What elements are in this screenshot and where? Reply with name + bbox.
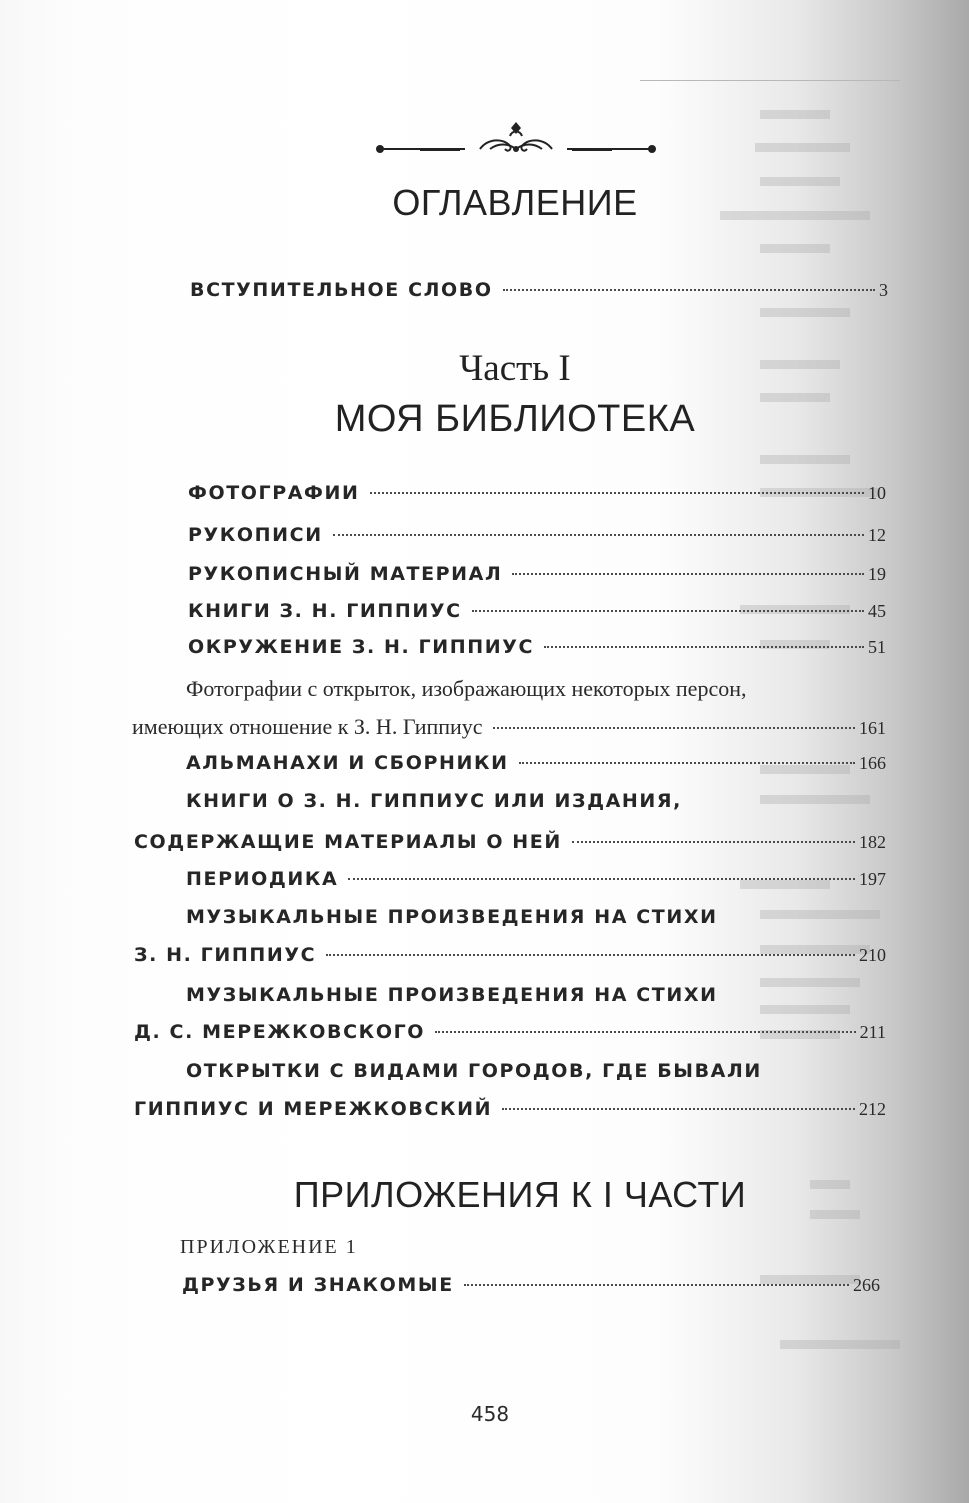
- contents-heading: ОГЛАВЛЕНИЕ: [392, 182, 638, 223]
- toc-page-number: 19: [868, 564, 886, 584]
- toc-page-number: 166: [859, 753, 886, 773]
- toc-entry-label: РУКОПИСИ: [188, 524, 323, 546]
- toc-entry-label: Фотографии с открыток, изображающих некоторых персон,: [186, 676, 747, 701]
- toc-entry-books-about-line2[interactable]: [134, 831, 886, 865]
- toc-entry-label: АЛЬМАНАХИ И СБОРНИКИ: [186, 752, 509, 774]
- dot-leader: [493, 727, 855, 729]
- toc-entry-label: КНИГИ З. Н. ГИППИУС: [188, 600, 462, 622]
- part-title: МОЯ БИБЛИОТЕКА: [334, 398, 696, 440]
- appendix-item-label: [180, 1236, 880, 1270]
- toc-entry-label: КНИГИ О З. Н. ГИППИУС ИЛИ ИЗДАНИЯ,: [186, 790, 682, 812]
- toc-entry-postcards-line1[interactable]: [186, 1060, 886, 1094]
- toc-entry-books-gippius[interactable]: [188, 600, 886, 634]
- toc-entry-label: ОКРУЖЕНИЕ З. Н. ГИППИУС: [188, 636, 535, 658]
- page-number: 458: [470, 1402, 510, 1426]
- toc-entry-label: ОТКРЫТКИ С ВИДАМИ ГОРОДОВ, ГДЕ БЫВАЛИ: [186, 1060, 762, 1082]
- part-number: Часть I: [459, 348, 571, 389]
- dot-leader: [519, 762, 855, 764]
- toc-entry-label: ПЕРИОДИКА: [186, 868, 339, 890]
- toc-entry-label: Д. С. МЕРЕЖКОВСКОГО: [134, 1021, 426, 1043]
- toc-entry-manuscript-material[interactable]: [188, 563, 886, 597]
- toc-page-number: 10: [868, 483, 886, 503]
- toc-entry-photos[interactable]: [188, 482, 886, 516]
- dot-leader: [502, 1108, 855, 1110]
- dot-leader: [464, 1284, 849, 1286]
- toc-entry-label: ФОТОГРАФИИ: [188, 482, 360, 504]
- toc-page-number: 161: [859, 718, 886, 738]
- toc-page-number: 266: [853, 1275, 880, 1295]
- toc-page-number: 3: [879, 280, 888, 300]
- toc-entry-postcard-photos-line1[interactable]: [186, 676, 886, 710]
- toc-entry-intro[interactable]: [190, 279, 888, 313]
- toc-entry-circle-gippius[interactable]: [188, 636, 886, 670]
- bleed-through-rule: [640, 80, 900, 81]
- toc-entry-music-gippius-line1[interactable]: [186, 906, 886, 940]
- toc-entry-label: РУКОПИСНЫЙ МАТЕРИАЛ: [188, 563, 503, 585]
- dot-leader: [370, 492, 865, 494]
- dot-leader: [572, 841, 855, 843]
- toc-entry-friends[interactable]: [182, 1274, 880, 1308]
- dot-leader: [435, 1031, 856, 1033]
- toc-entry-label: имеющих отношение к З. Н. Гиппиус: [132, 714, 483, 739]
- toc-entry-label: ВСТУПИТЕЛЬНОЕ СЛОВО: [190, 279, 493, 301]
- toc-entry-postcard-photos-line2[interactable]: [132, 714, 886, 748]
- toc-entry-music-gippius-line2[interactable]: [134, 944, 886, 978]
- toc-page-number: 12: [868, 525, 886, 545]
- toc-entry-manuscripts[interactable]: [188, 524, 886, 558]
- dot-leader: [333, 534, 864, 536]
- toc-page-number: 211: [859, 1022, 886, 1042]
- toc-entry-periodicals[interactable]: [186, 868, 886, 902]
- dot-leader: [326, 954, 855, 956]
- toc-page-number: 212: [859, 1099, 886, 1119]
- dot-leader: [472, 610, 864, 612]
- toc-entry-music-merezhkovsky-line2[interactable]: [134, 1021, 886, 1055]
- dot-leader: [544, 646, 864, 648]
- dot-leader: [503, 289, 875, 291]
- toc-entry-label: ГИППИУС И МЕРЕЖКОВСКИЙ: [134, 1098, 493, 1120]
- toc-entry-label: МУЗЫКАЛЬНЫЕ ПРОИЗВЕДЕНИЯ НА СТИХИ: [186, 906, 718, 928]
- toc-entry-label: ДРУЗЬЯ И ЗНАКОМЫЕ: [182, 1274, 454, 1296]
- appendix-number: ПРИЛОЖЕНИЕ 1: [180, 1236, 358, 1258]
- toc-entry-label: МУЗЫКАЛЬНЫЕ ПРОИЗВЕДЕНИЯ НА СТИХИ: [186, 984, 718, 1006]
- dot-leader: [348, 878, 855, 880]
- toc-entry-postcards-line2[interactable]: [134, 1098, 886, 1132]
- toc-entry-music-merezhkovsky-line1[interactable]: [186, 984, 886, 1018]
- dot-leader: [512, 573, 864, 575]
- toc-entry-books-about-line1[interactable]: [186, 790, 886, 824]
- toc-entry-label: З. Н. ГИППИУС: [134, 944, 317, 966]
- toc-page-number: 182: [859, 832, 886, 852]
- toc-entry-label: СОДЕРЖАЩИЕ МАТЕРИАЛЫ О НЕЙ: [134, 831, 562, 853]
- appendix-heading: ПРИЛОЖЕНИЯ К I ЧАСТИ: [293, 1174, 747, 1215]
- toc-page-number: 197: [859, 869, 886, 889]
- toc-entry-almanacs[interactable]: [186, 752, 886, 786]
- toc-page-number: 45: [868, 601, 886, 621]
- decorative-divider-icon: [370, 118, 662, 160]
- toc-page-number: 51: [868, 637, 886, 657]
- toc-page-number: 210: [859, 945, 886, 965]
